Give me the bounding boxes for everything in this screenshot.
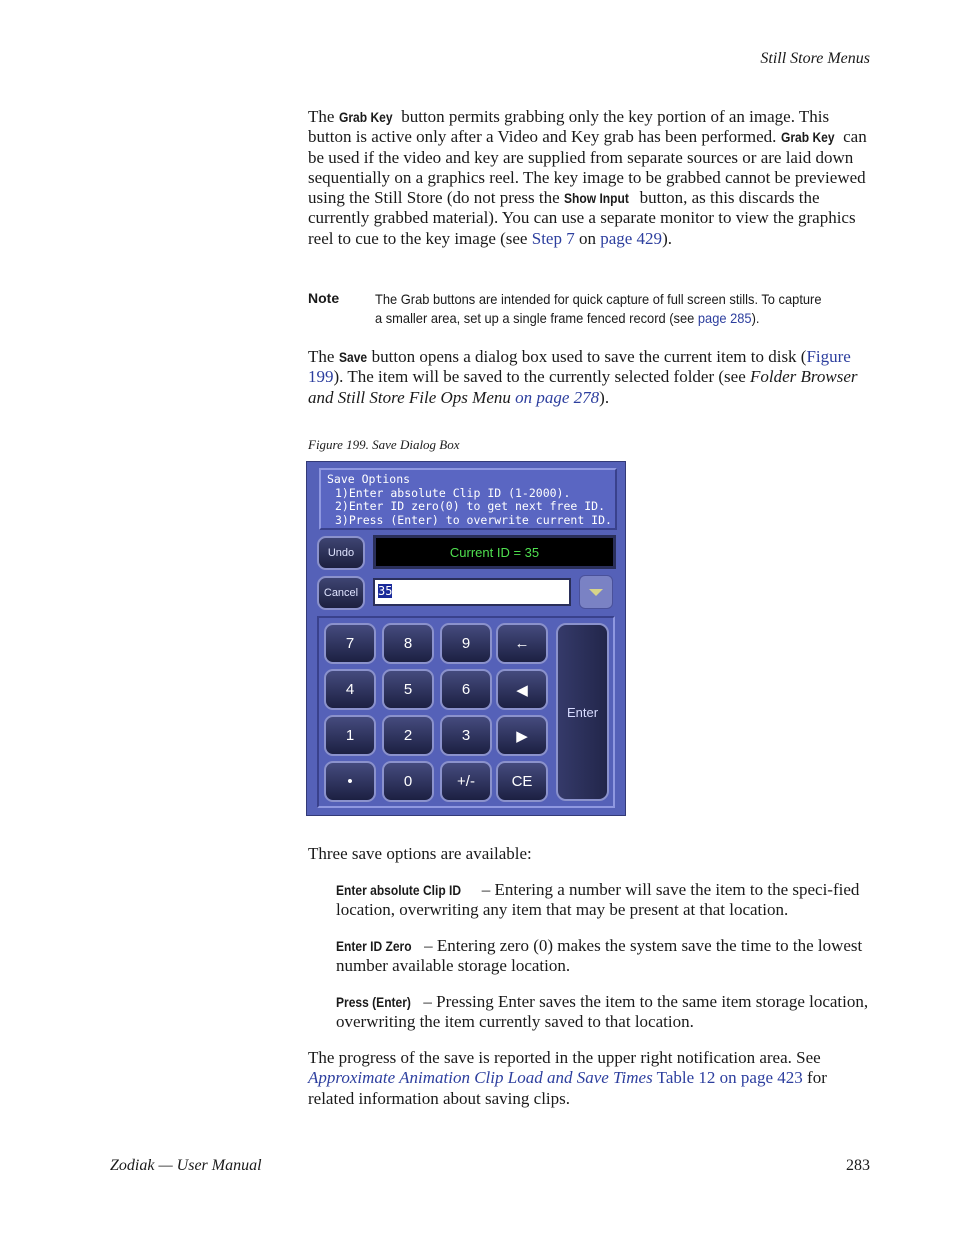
text: The	[308, 107, 339, 126]
paragraph-progress	[308, 1048, 870, 1109]
text: ).	[599, 387, 610, 407]
link-animation-times[interactable]: Approximate Animation Clip Load and Save Times	[308, 1068, 653, 1088]
text: The	[308, 347, 339, 366]
text: for related information about saving clips.	[308, 1068, 827, 1108]
keyword-option: Enter absolute Clip ID	[336, 882, 462, 898]
note-label: Note	[308, 290, 340, 306]
option-line: 1)Enter absolute Clip ID (1-2000).	[335, 485, 571, 500]
option-absolute-id	[336, 880, 870, 921]
key-2[interactable]: 2	[382, 715, 434, 756]
link-figure-199[interactable]: Figure 199	[308, 347, 851, 387]
text: – Pressing Enter saves the item to the same item storage location, overwriting the item currently saved to that location.	[336, 992, 869, 1032]
key-3[interactable]: 3	[440, 715, 492, 756]
key-8[interactable]: 8	[382, 623, 434, 664]
paragraph-options-intro: Three save options are available:	[308, 844, 532, 863]
enter-button[interactable]: Enter	[556, 623, 609, 801]
numeric-keypad	[317, 616, 615, 808]
options-title: Save Options	[327, 472, 411, 486]
keyword-option: Enter ID Zero	[336, 938, 412, 954]
key-1[interactable]: 1	[324, 715, 376, 756]
keyword-grab-key: Grab Key	[780, 129, 835, 146]
link-page-278[interactable]: on page 278	[515, 387, 600, 407]
key-6[interactable]: 6	[440, 669, 492, 710]
paragraph-grab-key	[308, 107, 870, 249]
page-number: 283	[846, 1157, 870, 1174]
option-press-enter	[336, 992, 870, 1033]
footer-title: Zodiak — User Manual	[110, 1157, 262, 1174]
option-id-zero	[336, 936, 870, 977]
save-dialog	[306, 461, 626, 816]
running-header: Still Store Menus	[760, 50, 870, 67]
keyword-show-input: Show Input	[563, 190, 629, 207]
text: button permits grabbing only the key portion of an image. This button is active only after a Video and Key grab has been performed.	[308, 107, 830, 147]
save-options-panel	[319, 468, 617, 530]
text: The Grab buttons are intended for quick capture of full screen stills. To capture a smaller area, set up a single frame fenced record (see	[375, 291, 822, 326]
cancel-button[interactable]: Cancel	[317, 576, 365, 610]
link-table-12[interactable]: Table 12 on page 423	[656, 1068, 803, 1088]
paragraph-save	[308, 347, 870, 408]
italic-reference: Folder Browser and Still Store File Ops Menu	[308, 367, 858, 407]
text: ). The item will be saved to the currently selected folder (see	[333, 367, 750, 387]
keyword-option: Press (Enter)	[336, 994, 411, 1010]
arrow-left-icon[interactable]: ◀	[496, 669, 548, 710]
arrow-right-icon[interactable]: ▶	[496, 715, 548, 756]
clip-id-value: 35	[378, 584, 393, 598]
key-4[interactable]: 4	[324, 669, 376, 710]
key-5[interactable]: 5	[382, 669, 434, 710]
clip-id-input[interactable]	[373, 578, 571, 606]
text: ).	[662, 228, 672, 248]
key-0[interactable]: 0	[382, 761, 434, 802]
key-7[interactable]: 7	[324, 623, 376, 664]
chevron-down-icon	[589, 589, 603, 596]
key-9[interactable]: 9	[440, 623, 492, 664]
text: button, as this discards the currently grabbed material). You can use a separate monitor to view the graphics reel to cue to the key image (see	[308, 188, 856, 248]
text: The progress of the save is reported in the upper right notification area. See	[308, 1048, 821, 1067]
backspace-icon[interactable]: ←	[496, 623, 548, 664]
text: ).	[751, 310, 760, 326]
keyword-grab-key: Grab Key	[338, 109, 393, 125]
text: – Entering a number will save the item to the speci-fied location, overwriting any item that may be present at that location.	[336, 880, 860, 920]
note-text	[375, 290, 826, 328]
key-plus-minus[interactable]: +/-	[440, 761, 492, 802]
text: on	[574, 228, 601, 248]
keyword-save: Save	[338, 349, 367, 365]
current-id-display: Current ID = 35	[373, 535, 616, 569]
link-step-7[interactable]: Step 7	[531, 228, 575, 248]
figure-caption: Figure 199. Save Dialog Box	[308, 437, 460, 452]
key-ce[interactable]: CE	[496, 761, 548, 802]
text: button opens a dialog box used to save the current item to disk (	[367, 347, 807, 366]
option-line: 3)Press (Enter) to overwrite current ID.	[335, 512, 612, 527]
link-page-429[interactable]: page 429	[600, 228, 663, 248]
dropdown-button[interactable]	[579, 575, 613, 609]
link-page-285[interactable]: page 285	[697, 310, 752, 326]
text: can be used if the video and key are supplied from separate sources or are laid down sequentially on a graphics reel. The key image to be grabbed cannot be previewed using the Still Store (do not press the	[308, 127, 867, 208]
option-line: 2)Enter ID zero(0) to get next free ID.	[335, 499, 606, 513]
key-decimal[interactable]: •	[324, 761, 376, 802]
undo-button[interactable]: Undo	[317, 536, 365, 570]
text: – Entering zero (0) makes the system save the time to the lowest number available storage location.	[336, 936, 863, 976]
